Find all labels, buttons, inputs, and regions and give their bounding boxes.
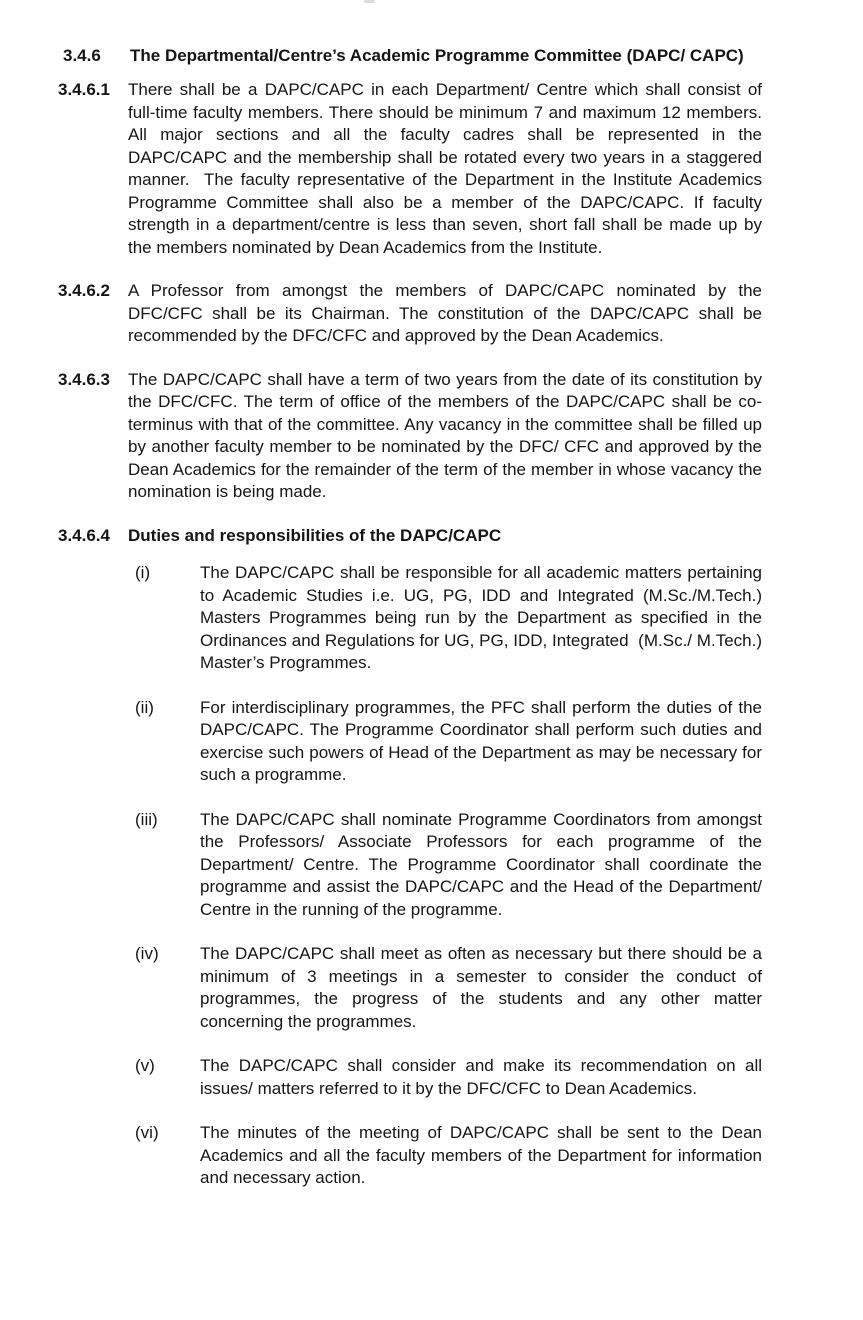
duty-text: The minutes of the meeting of DAPC/CAPC shall be sent to the Dean Academics and all the faculty members of the Department for information and necessary action. [200, 1123, 762, 1187]
duty-item-ii [57, 697, 762, 787]
clause-text: There shall be a DAPC/CAPC in each Department/ Centre which shall consist of full-time faculty members. There should be minimum 7 and maximum 12 members. All major sections and all the faculty cadres shall be represented in the DAPC/CAPC and the membership shall be rotated every two years in a staggered manner. The faculty representative of the Department in the Institute Academics Programme Committee shall also be a member of the DAPC/CAPC. If faculty strength in a department/centre is less than seven, short fall shall be made up by the members nominated by Dean Academics from the Institute. [128, 80, 762, 257]
duty-marker: (iv) [135, 944, 159, 963]
duty-marker: (v) [135, 1056, 155, 1075]
duty-text: For interdisciplinary programmes, the PFC shall perform the duties of the DAPC/CAPC. The Programme Coordinator shall perform such duties and exercise such powers of Head of the Department as may be necessary for such a programme. [200, 697, 762, 784]
duty-marker: (vi) [135, 1123, 159, 1142]
duty-text: The DAPC/CAPC shall consider and make its recommendation on all issues/ matters referred to it by the DFC/CFC to Dean Academics. [200, 1056, 762, 1098]
duty-marker: (iii) [135, 809, 158, 829]
duty-item-v [57, 1055, 762, 1100]
subsection-number: 3.4.6.4 [58, 525, 110, 545]
duty-item-iv [57, 943, 762, 1033]
clause-3462 [57, 280, 762, 348]
duty-text: The DAPC/CAPC shall meet as often as necessary but there should be a minimum of 3 meetings in a semester to consider the conduct of programmes, the progress of the students and any other matter concerning the programmes. [200, 944, 762, 1031]
duty-item-i [57, 562, 762, 675]
clause-text: The DAPC/CAPC shall have a term of two years from the date of its constitution by the DFC/CFC. The term of office of the members of the DAPC/CAPC shall be co-terminus with that of the committee. Any vacancy in the committee shall be filled up by another faculty member to be nominated by the DFC/ CFC and approved by the Dean Academics for the remainder of the term of the member in whose vacancy the nomination is being made. [128, 369, 762, 501]
clause-number: 3.4.6.3 [58, 369, 110, 389]
clause-number: 3.4.6.1 [58, 80, 110, 99]
duty-marker: (ii) [135, 697, 154, 717]
section-number: 3.4.6 [63, 46, 101, 65]
duties-list [57, 562, 762, 1190]
clause-number: 3.4.6.2 [58, 281, 110, 300]
duty-item-vi [57, 1122, 762, 1190]
section-title: The Departmental/Centre’s Academic Programme Committee (DAPC/ CAPC) [130, 46, 744, 65]
subsection-title: Duties and responsibilities of the DAPC/CAPC [128, 525, 502, 545]
duty-marker: (i) [135, 563, 151, 582]
duty-text: The DAPC/CAPC shall nominate Programme Coordinators from amongst the Professors/ Associate Professors for each programme of the Department/ Centre. The Programme Coordinator shall coordinate the programme and assist the DAPC/CAPC and the Head of the Department/ Centre in the running of the programme. [200, 809, 762, 919]
duty-item-iii [57, 809, 762, 922]
duty-text: The DAPC/CAPC shall be responsible for all academic matters pertaining to Academic Studies i.e. UG, PG, IDD and Integrated (M.Sc./M.Tech.) Masters Programmes being run by the Department as specified in the Ordinances and Regulations for UG, PG, IDD, Integrated (M.Sc./ M.Tech.) Master’s Programmes. [200, 563, 762, 672]
clause-text: A Professor from amongst the members of DAPC/CAPC nominated by the DFC/CFC shall be its Chairman. The constitution of the DAPC/CAPC shall be recommended by the DFC/CFC and approved by the Dean Academics. [128, 281, 762, 345]
section-heading [57, 43, 762, 69]
scan-artifact [364, 0, 375, 3]
clause-3461 [57, 79, 762, 259]
subsection-heading [57, 525, 762, 548]
clause-3463 [57, 369, 762, 504]
